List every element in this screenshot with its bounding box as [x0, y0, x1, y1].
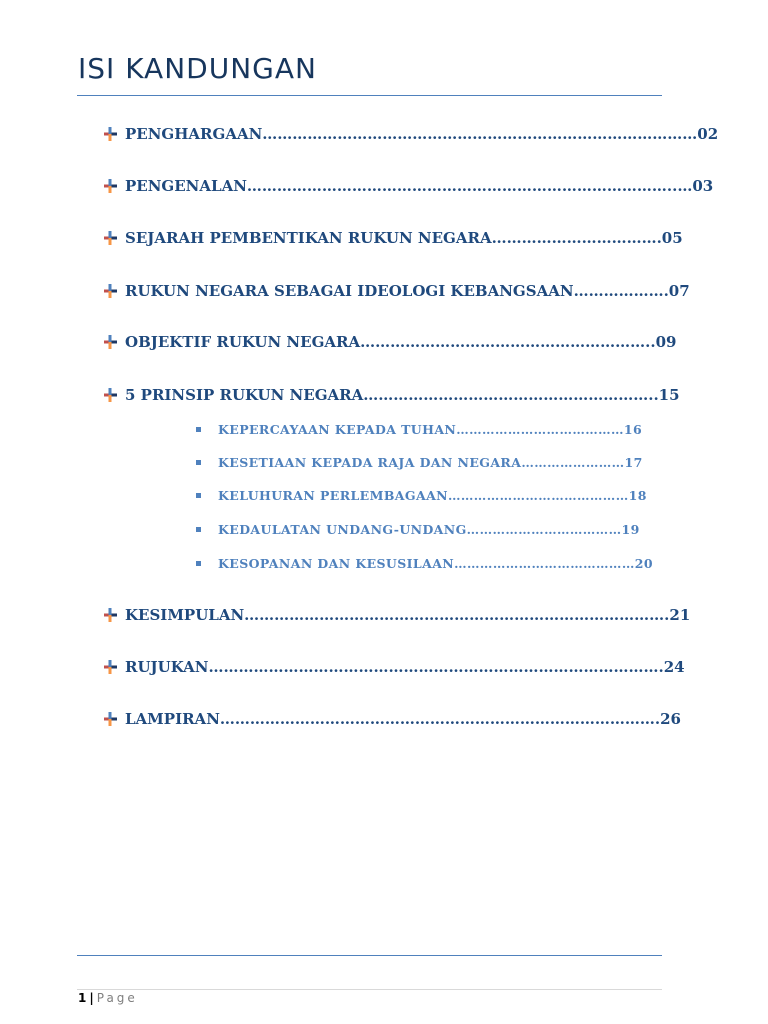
square-bullet-icon — [196, 427, 201, 432]
toc-entry-label: SEJARAH PEMBENTIKAN RUKUN NEGARA…………………………….05 — [125, 229, 683, 247]
cross-bullet-icon — [100, 124, 120, 144]
toc-entry-pengenalan[interactable] — [100, 174, 713, 198]
toc-entry-prinsip[interactable] — [100, 383, 680, 407]
toc-subentry-label: KESETIAAN KEPADA RAJA DAN NEGARA……………………17 — [218, 454, 643, 470]
toc-entry-label: RUKUN NEGARA SEBAGAI IDEOLOGI KEBANGSAAN……………….07 — [125, 282, 690, 300]
toc-subentry-kesetiaan[interactable] — [196, 452, 643, 472]
toc-entry-lampiran[interactable] — [100, 707, 681, 731]
cross-bullet-icon — [100, 605, 120, 625]
page-footer — [78, 991, 138, 1005]
footer-divider — [77, 955, 662, 956]
toc-entry-ideologi[interactable] — [100, 279, 690, 303]
cross-bullet-icon — [100, 657, 120, 677]
square-bullet-icon — [196, 460, 201, 465]
toc-subentry-label: KEPERCAYAAN KEPADA TUHAN…………………………………16 — [218, 421, 643, 437]
cross-bullet-icon — [100, 176, 120, 196]
cross-bullet-icon — [100, 385, 120, 405]
toc-entry-label: OBJEKTIF RUKUN NEGARA…………………………………………………..09 — [125, 333, 677, 351]
toc-entry-rujukan[interactable] — [100, 655, 685, 679]
footer-separator: | — [89, 991, 94, 1005]
toc-entry-objektif[interactable] — [100, 330, 676, 354]
cross-bullet-icon — [100, 332, 120, 352]
toc-entry-sejarah[interactable] — [100, 226, 683, 250]
toc-entry-label: LAMPIRAN…………………………………………………………………………….26 — [125, 710, 681, 728]
toc-subentry-kedaulatan[interactable] — [196, 519, 640, 539]
toc-entry-kesimpulan[interactable] — [100, 603, 690, 627]
toc-entry-label: PENGENALAN…………………………………………………………………………..…03 — [125, 177, 714, 195]
cross-bullet-icon — [100, 228, 120, 248]
toc-subentry-kesopanan[interactable] — [196, 553, 653, 573]
toc-subentry-kepercayaan[interactable] — [196, 419, 642, 439]
cross-bullet-icon — [100, 281, 120, 301]
toc-subentry-label: KESOPANAN DAN KESUSILAAN……………………………………20 — [218, 555, 653, 571]
toc-entry-label: PENGHARGAAN……………………………………………………………………………02 — [125, 125, 719, 143]
square-bullet-icon — [196, 561, 201, 566]
toc-entry-label: RUJUKAN……………………………………………………………………………….24 — [125, 658, 685, 676]
page-number: 1 — [78, 991, 87, 1005]
page-label: Page — [96, 991, 138, 1005]
title-underline — [77, 95, 662, 96]
toc-subentry-keluhuran[interactable] — [196, 485, 647, 505]
toc-subentry-label: KELUHURAN PERLEMBAGAAN……………………………………18 — [218, 487, 647, 503]
toc-subentry-label: KEDAULATAN UNDANG-UNDANG………………………………19 — [218, 521, 640, 537]
square-bullet-icon — [196, 493, 201, 498]
toc-entry-label: 5 PRINSIP RUKUN NEGARA…………………………………………………..15 — [125, 386, 680, 404]
footer-rule — [77, 989, 662, 990]
square-bullet-icon — [196, 527, 201, 532]
page-title: ISI KANDUNGAN — [78, 52, 317, 85]
toc-entry-label: KESIMPULAN………………………………………………………………………….21 — [125, 606, 691, 624]
cross-bullet-icon — [100, 709, 120, 729]
toc-entry-penghargaan[interactable] — [100, 122, 718, 146]
